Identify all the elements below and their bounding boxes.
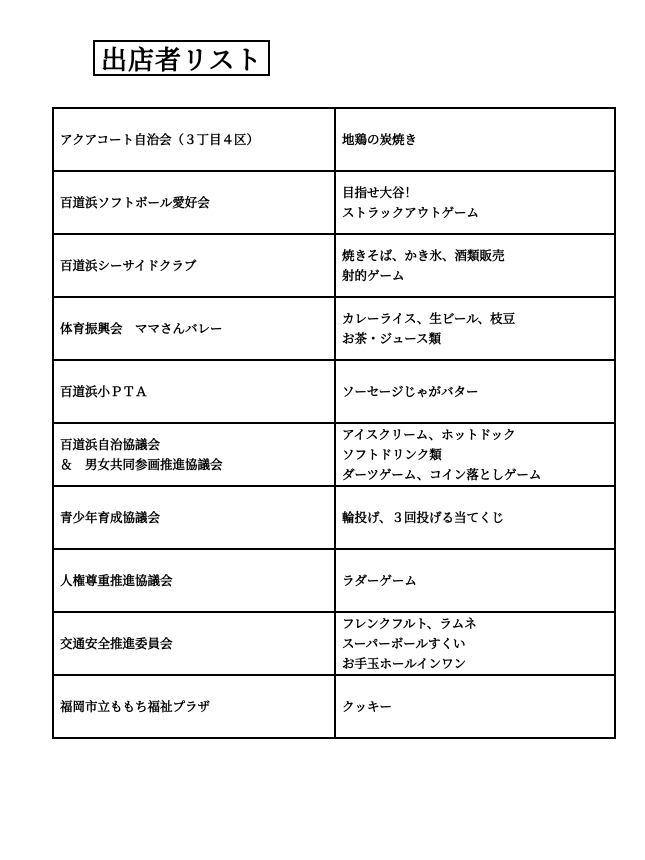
table-row [53, 171, 615, 234]
organization-cell: 体育振興会 ママさんバレー [53, 297, 335, 360]
table-row [53, 675, 615, 738]
table-row [53, 549, 615, 612]
organization-cell: 交通安全推進委員会 [53, 612, 335, 675]
table-row [53, 486, 615, 549]
organization-cell: 人権尊重推進協議会 [53, 549, 335, 612]
items-cell: クッキー [335, 675, 615, 738]
items-cell: カレーライス、生ビール、枝豆 お茶・ジュース類 [335, 297, 615, 360]
items-cell: フレンクフルト、ラムネ スーパーボールすくい お手玉ホールインワン [335, 612, 615, 675]
items-cell: 目指せ大谷！ ストラックアウトゲーム [335, 171, 615, 234]
organization-cell: アクアコート自治会（３丁目４区） [53, 108, 335, 171]
items-cell: アイスクリーム、ホットドック ソフトドリンク類 ダーツゲーム、コイン落としゲーム [335, 423, 615, 486]
vendor-table-body [53, 108, 615, 738]
organization-cell: 青少年育成協議会 [53, 486, 335, 549]
items-cell: ラダーゲーム [335, 549, 615, 612]
items-cell: 焼きそば、かき氷、酒類販売 射的ゲーム [335, 234, 615, 297]
table-row [53, 612, 615, 675]
table-row [53, 423, 615, 486]
organization-cell: 百道浜小ＰＴＡ [53, 360, 335, 423]
table-row [53, 108, 615, 171]
organization-cell: 百道浜自治協議会 ＆ 男女共同参画推進協議会 [53, 423, 335, 486]
items-cell: 地鶏の炭焼き [335, 108, 615, 171]
organization-cell: 福岡市立ももち福祉プラザ [53, 675, 335, 738]
items-cell: ソーセージじゃがバター [335, 360, 615, 423]
organization-cell: 百道浜シーサイドクラブ [53, 234, 335, 297]
items-cell: 輪投げ、３回投げる当てくじ [335, 486, 615, 549]
table-row [53, 297, 615, 360]
organization-cell: 百道浜ソフトボール愛好会 [53, 171, 335, 234]
table-row [53, 234, 615, 297]
page-title: 出店者リスト [93, 40, 270, 76]
vendor-table [52, 107, 616, 739]
table-row [53, 360, 615, 423]
